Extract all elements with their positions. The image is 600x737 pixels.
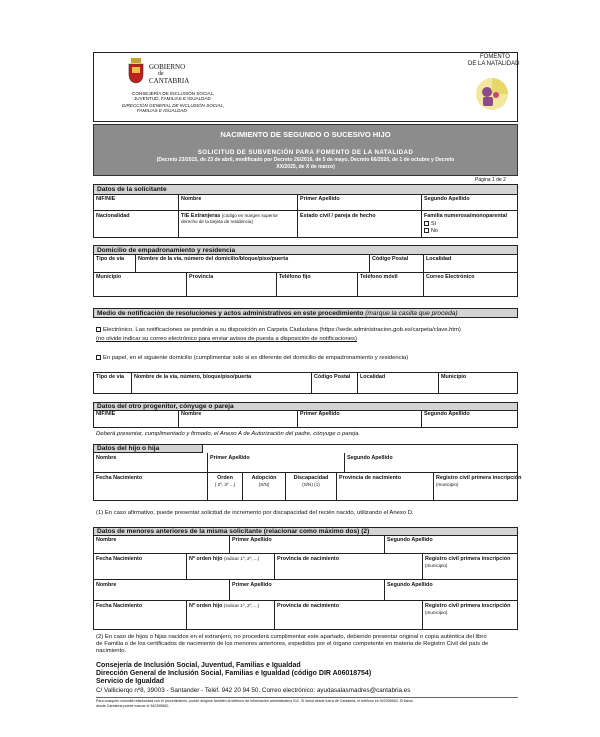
label-menor2-segundo-apellido: Segundo Apellido [387, 582, 433, 588]
divider [135, 255, 136, 272]
dept-line1: CONSEJERÍA DE INCLUSIÓN SOCIAL, [132, 91, 215, 96]
divider [384, 536, 385, 553]
menor2-registro-label: Registro civil primera inscripción [425, 603, 511, 609]
divider [229, 536, 230, 553]
label-hijo-provincia: Provincia de nacimiento [339, 475, 402, 481]
option-no[interactable] [424, 228, 438, 235]
divider [276, 272, 277, 297]
label-estado-civil: Estado civil / pareja de hecho [300, 213, 376, 219]
label-notif-codigo-postal: Código Postal [314, 374, 351, 380]
label-menor2-primer-apellido: Primer Apellido [232, 582, 272, 588]
tie-label: TIE Extranjeras [181, 213, 221, 219]
label-hijo-discapacidad [286, 475, 336, 488]
electronico-note: (no olvide indicar su correo electrónico para enviar avisos de puesta a disposición de notificaciones) [96, 336, 357, 342]
divider [421, 411, 422, 428]
org-name-line2: de [158, 71, 164, 77]
dept-line4: FAMILIAS E IGUALDAD [137, 108, 187, 113]
checkbox-no[interactable] [424, 228, 429, 233]
divider [344, 453, 345, 472]
menores-footnote-line2: de Familia o de los certificados de nacimiento de los menores anteriores, expedidos por el órgano competente en materia de Registro Civil del país de [96, 641, 489, 647]
label-menor1-orden [189, 556, 259, 563]
divider [178, 195, 179, 238]
org-name-line3: CANTABRIA [149, 77, 190, 85]
menor1-orden-note: (indicar 1º, 2º, ...) [223, 556, 260, 561]
heading-domicilio: Domicilio de empadronamiento y residencia [93, 245, 518, 255]
label-menor1-fecha: Fecha Nacimiento [96, 556, 143, 562]
discapacidad-label: Discapacidad [293, 475, 329, 481]
divider [93, 272, 518, 273]
label-hijo-fecha-nacimiento: Fecha Nacimiento [96, 475, 143, 481]
label-hijo-orden [208, 475, 242, 488]
divider [93, 553, 518, 554]
label-nombre: Nombre [181, 196, 202, 202]
form-title: NACIMIENTO DE SEGUNDO O SUCESIVO HIJO [220, 130, 391, 139]
menor2-orden-label: Nº orden hijo [189, 603, 223, 609]
form-subtitle: SOLICITUD DE SUBVENCIÓN PARA FOMENTO DE LA NATALIDAD [197, 149, 414, 156]
divider [93, 472, 518, 473]
hijo-registro-label: Registro civil primera inscripción [436, 475, 522, 481]
heading-progenitor: Datos del otro progenitor, cónyuge o pareja [93, 402, 518, 411]
decree-line2: XX/2025, de X de marzo) [276, 164, 335, 170]
divider [93, 210, 518, 211]
divider [297, 411, 298, 428]
divider [422, 600, 423, 630]
option-si[interactable] [424, 221, 436, 228]
discapacidad-note: (S/N) (1) [302, 481, 320, 487]
natality-logo-icon [473, 75, 511, 113]
divider [369, 255, 370, 272]
menor1-registro-note: (municipio) [425, 562, 448, 568]
label-familia-numerosa: Familia numerosa/monoparental [424, 213, 507, 219]
label-menor2-registro [425, 603, 510, 616]
menores-footnote-line3: nacimiento. [96, 648, 127, 654]
org-name-line1: GOBIERNO [149, 63, 186, 71]
label-tie [181, 213, 278, 225]
label-hijo-nombre: Nombre [96, 455, 117, 461]
label-hijo-segundo-apellido: Segundo Apellido [347, 455, 393, 461]
option-si-label: Sí [431, 221, 437, 227]
footer-servicio: Servicio de Igualdad [96, 678, 165, 685]
divider [274, 553, 275, 579]
label-tipo-via: Tipo de vía [96, 256, 125, 262]
label-notif-localidad: Localidad [360, 374, 386, 380]
adopcion-label: Adopción [251, 475, 277, 481]
footer-divider [96, 697, 518, 698]
label-segundo-apellido: Segundo Apellido [424, 196, 470, 202]
label-localidad: Localidad [426, 256, 452, 262]
footer-direccion: Dirección General de Inclusión Social, Familias e Igualdad (código DIR A06018754) [96, 670, 372, 677]
footer-small-line1: Para cualquier consulta relacionada con el procedimiento, puede dirigirse también al teléfono de información administrativa 012. Si llama desde fuera de Cantabria, el teléfono es 942395563. Si llama [96, 699, 413, 703]
label-provincia: Provincia [189, 274, 214, 280]
label-prog-nombre: Nombre [181, 411, 202, 417]
label-menor1-provincia: Provincia de nacimiento [277, 556, 340, 562]
decree-line1: (Decreto 23/2015, de 23 de abril, modificado por Decreto 26/2016, de 5 de mayo, Decreto 66/2020, de 1 de octubre y Decreto [156, 157, 455, 163]
divider [93, 579, 518, 580]
hijo-registro-note: (municipio) [436, 481, 459, 487]
divider [93, 600, 518, 601]
divider [384, 579, 385, 600]
footer-small-line2: desde Cantabria puede marcar el 942395562. [96, 704, 170, 708]
label-telefono-fijo: Teléfono fijo [279, 274, 311, 280]
tie-note1: (código en margen superior [221, 213, 278, 218]
label-hijo-adopcion [243, 475, 285, 488]
label-nif: NIF/NIE [96, 196, 116, 202]
divider [438, 372, 439, 394]
label-primer-apellido: Primer Apellido [300, 196, 340, 202]
divider [357, 272, 358, 297]
divider [357, 372, 358, 394]
label-notif-tipo-via: Tipo de vía [96, 374, 125, 380]
label-prog-segundo-apellido: Segundo Apellido [424, 411, 470, 417]
divider [207, 453, 208, 472]
menores-footnote-line1: (2) En caso de hijos o hijas nacidos en el extranjero, no procederá cumplimentar este apartado, debiendo presentar original o copia auténtica del libro [96, 634, 487, 640]
divider [422, 553, 423, 579]
program-line2: DE LA NATALIDAD [468, 61, 520, 67]
electronico-label: Electrónico. Las notificaciones se pondrán a su disposición en Carpeta Ciudadana (https://sede.administracion.gob.es/carpeta/clave.htm) [103, 327, 461, 333]
divider [421, 195, 422, 238]
menor2-orden-note: (indicar 1º, 2º, ...) [223, 603, 260, 608]
footer-consejeria: Consejería de Inclusión Social, Juventud, Familias e Igualdad [96, 662, 301, 669]
divider [186, 600, 187, 630]
option-no-label: No [431, 228, 438, 234]
label-notif-nombre-via: Nombre de la vía, número, bloque/piso/puerta [134, 374, 252, 380]
checkbox-papel[interactable] [96, 355, 101, 360]
divider [186, 553, 187, 579]
page-number: Página 1 de 2 [475, 177, 506, 183]
divider [131, 372, 132, 394]
divider [178, 411, 179, 428]
progenitor-note: Deberá presentar, cumplimentado y firmado, el Anexo A de Autorización del padre, cónyuge o pareja. [96, 431, 361, 437]
divider [297, 195, 298, 238]
dept-line3: DIRECCIÓN GENERAL DE INCLUSIÓN SOCIAL, [122, 103, 225, 108]
menor2-registro-note: (municipio) [425, 609, 448, 615]
dept-line2: JUVENTUD, FAMILIAS E IGUALDAD [134, 96, 211, 101]
notificacion-heading-italic: (marque la casilla que proceda) [365, 310, 458, 317]
heading-solicitante: Datos de la solicitante [93, 184, 518, 195]
hijo-footnote: (1) En caso afirmativo, puede presentar solicitud de incremento por discapacidad del recién nacido, utilizando el Anexo D. [96, 510, 414, 516]
menor1-registro-label: Registro civil primera inscripción [425, 556, 511, 562]
label-menor2-nombre: Nombre [96, 582, 117, 588]
checkbox-electronico[interactable] [96, 327, 101, 332]
label-menor1-nombre: Nombre [96, 537, 117, 543]
divider [229, 579, 230, 600]
label-notif-municipio: Municipio [441, 374, 467, 380]
divider [336, 472, 337, 501]
tie-note2: derecho de la tarjeta de residencia) [181, 219, 254, 224]
adopcion-note: (S/N) [258, 481, 270, 487]
orden-note: ( 2º, 3º ...) [214, 481, 236, 487]
label-telefono-movil: Teléfono móvil [360, 274, 398, 280]
divider [311, 372, 312, 394]
heading-menores: Datos de menores anteriores de la misma solicitante (relacionar como máximo dos) (2) [93, 527, 518, 536]
label-menor2-fecha: Fecha Nacimiento [96, 603, 143, 609]
label-correo: Correo Electrónico [426, 274, 475, 280]
checkbox-si[interactable] [424, 221, 429, 226]
heading-hijo: Datos del hijo o hija [93, 444, 203, 453]
divider [423, 255, 424, 297]
label-prog-nif: NIF/NIE [96, 411, 116, 417]
orden-label: Orden [217, 475, 233, 481]
papel-label: En papel, en el siguiente domicilio (cumplimentar solo si es diferente del domicilio de empadronamiento y residencia) [103, 355, 409, 361]
notificacion-heading-text: Medio de notificación de resoluciones y actos administrativos en este procedimiento [97, 310, 364, 317]
heading-notificacion [93, 308, 518, 318]
divider [186, 272, 187, 297]
label-nacionalidad: Nacionalidad [96, 213, 130, 219]
divider [433, 472, 434, 501]
label-menor1-segundo-apellido: Segundo Apellido [387, 537, 433, 543]
option-electronico[interactable] [96, 326, 461, 334]
footer-address: C/ Vallicierqo nº8, 39003 - Santander - Teléf. 942 20 94 50. Correo electrónico: ayudasalasmadres@cantabria.es [96, 687, 411, 694]
label-menor2-provincia: Provincia de nacimiento [277, 603, 340, 609]
coat-of-arms-icon [127, 58, 145, 84]
menor1-orden-label: Nº orden hijo [189, 556, 223, 562]
label-menor1-registro [425, 556, 510, 569]
label-menor1-primer-apellido: Primer Apellido [232, 537, 272, 543]
label-codigo-postal: Código Postal [372, 256, 409, 262]
label-hijo-registro [436, 475, 521, 488]
divider [274, 600, 275, 630]
label-menor2-orden [189, 603, 259, 610]
label-prog-primer-apellido: Primer Apellido [300, 411, 340, 417]
program-line1: FOMENTO [480, 54, 510, 60]
label-nombre-via: Nombre de la vía, número del domicilio/bloque/piso/puerta [138, 256, 289, 262]
label-hijo-primer-apellido: Primer Apellido [210, 455, 250, 461]
option-papel[interactable] [96, 354, 408, 362]
label-municipio: Municipio [96, 274, 122, 280]
